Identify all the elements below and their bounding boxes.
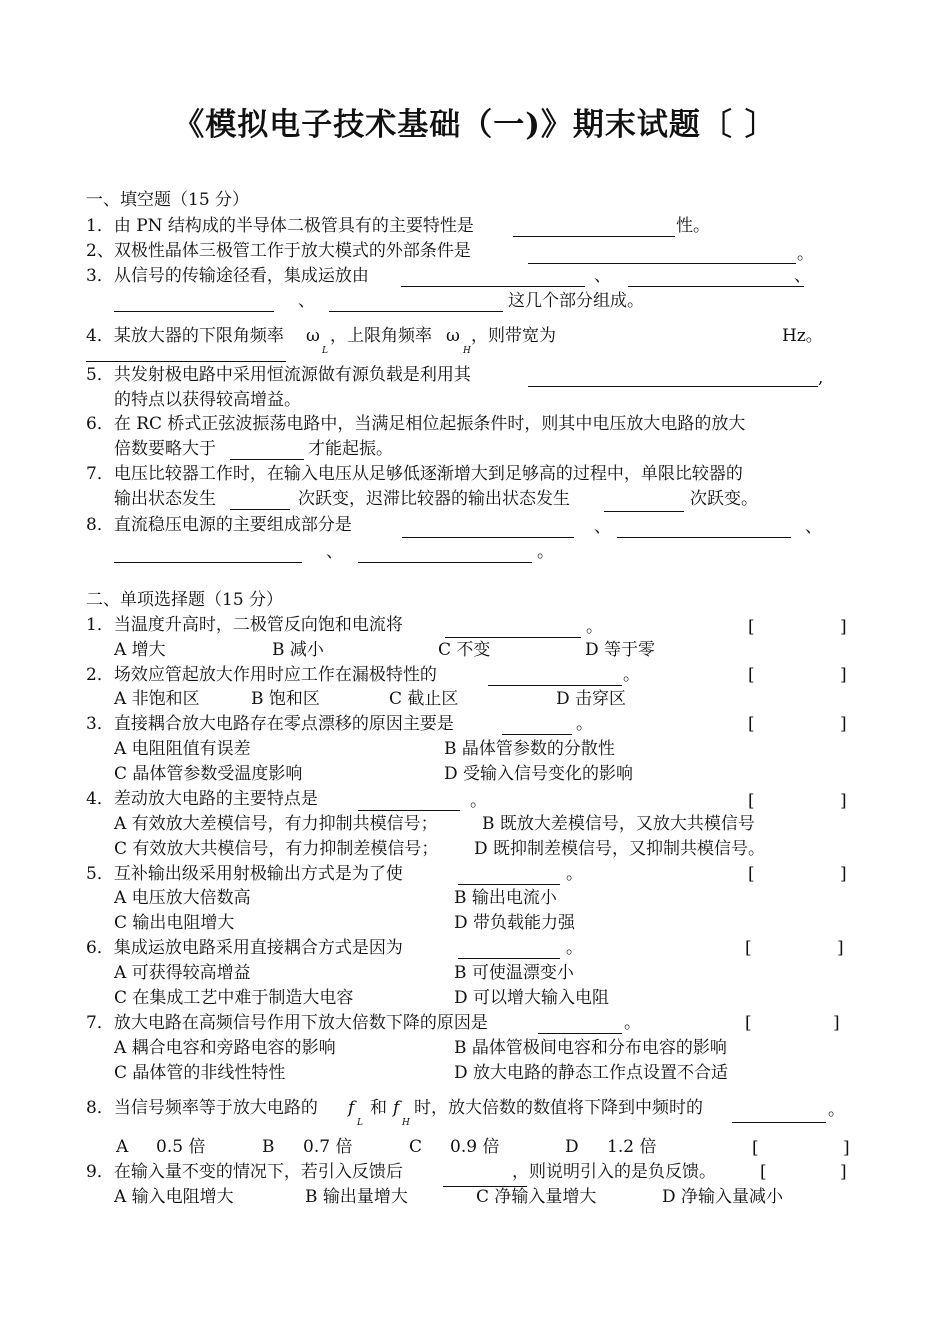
- q2-8-option-b-value[interactable]: 0.7 倍: [303, 1137, 353, 1157]
- q2-9-stem-b: ，则说明引入的是负反馈。: [512, 1162, 716, 1182]
- q1-8-end: 。: [537, 542, 554, 562]
- q2-8-option-a-value[interactable]: 0.5 倍: [156, 1137, 206, 1157]
- q2-4-option-d[interactable]: D 既抑制差模信号，又抑制共模信号。: [474, 839, 766, 859]
- q1-6-line-2: 倍数要略大于: [114, 439, 216, 459]
- q1-7-line-1: 7．电压比较器工作时，在输入电压从足够低逐渐增大到足够高的过程中，单限比较器的: [86, 464, 743, 484]
- q2-8-blank[interactable]: [732, 1122, 826, 1123]
- q2-6-blank[interactable]: [458, 958, 560, 959]
- q2-5-stem: 5．互补输出级采用射极输出方式是为了使: [86, 864, 403, 884]
- q2-7-option-d[interactable]: D 放大电路的静态工作点设置不合适: [454, 1063, 729, 1083]
- q2-4-option-b[interactable]: B 既放大差模信号，又放大共模信号: [482, 814, 755, 834]
- q2-8-f-h: f: [393, 1098, 400, 1118]
- q2-6-option-d[interactable]: D 可以增大输入电阻: [454, 988, 610, 1008]
- q1-8-blank-1[interactable]: [402, 537, 574, 538]
- q2-1-blank[interactable]: [445, 637, 581, 638]
- q2-7-bracket-left: [: [745, 1013, 752, 1033]
- q2-8-option-c-letter[interactable]: C: [409, 1137, 423, 1157]
- q1-3-sep-2: 、: [794, 266, 811, 286]
- q1-4-sub-h: H: [463, 346, 471, 356]
- q1-3-stem: 3．从信号的传输途径看，集成运放由: [86, 266, 369, 286]
- q1-1-blank[interactable]: [513, 236, 675, 237]
- q2-5-end: 。: [566, 864, 583, 884]
- q2-4-end: 。: [470, 791, 487, 811]
- q2-3-end: 。: [576, 714, 593, 734]
- q2-2-bracket-right: ]: [840, 665, 847, 685]
- q2-8-option-b-letter[interactable]: B: [262, 1137, 275, 1157]
- q2-2-blank[interactable]: [488, 685, 622, 686]
- q2-6-end: 。: [566, 938, 583, 958]
- q2-8-bracket-right: ]: [843, 1138, 850, 1158]
- q1-3-end: 这几个部分组成。: [508, 291, 644, 311]
- q1-4-post: ，则带宽为: [471, 326, 556, 346]
- q2-8-bracket-left: [: [752, 1138, 759, 1158]
- q1-8-blank-4[interactable]: [358, 562, 532, 563]
- q2-7-option-b[interactable]: B 晶体管极间电容和分布电容的影响: [454, 1038, 727, 1058]
- q2-8-sub-l: L: [357, 1118, 363, 1128]
- page-title: 《模拟电子技术基础（一)》期末试题〔 〕: [173, 107, 777, 143]
- q1-5-line-1: 5．共发射极电路中采用恒流源做有源负载是利用其: [86, 365, 471, 385]
- q2-8-sub-h: H: [402, 1118, 410, 1128]
- q1-1-end: 性。: [676, 216, 710, 236]
- q2-9-option-b[interactable]: B 输出量增大: [305, 1187, 408, 1207]
- q2-5-option-b[interactable]: B 输出电流小: [454, 888, 557, 908]
- q2-7-blank[interactable]: [538, 1033, 622, 1034]
- q1-3-blank-2[interactable]: [628, 286, 804, 287]
- q2-2-option-a[interactable]: A 非饱和区: [114, 689, 200, 709]
- q1-6-blank[interactable]: [230, 459, 304, 460]
- q2-2-option-b[interactable]: B 饱和区: [251, 689, 320, 709]
- q1-3-sep-1: 、: [594, 266, 611, 286]
- q2-7-option-a[interactable]: A 耦合电容和旁路电容的影响: [114, 1038, 336, 1058]
- q2-5-option-c[interactable]: C 输出电阻增大: [114, 913, 235, 933]
- q1-8-sep-2: 、: [805, 517, 822, 537]
- q2-8-stem-b: 时，放大倍数的数值将下降到中频时的: [414, 1098, 703, 1118]
- q2-7-stem: 7．放大电路在高频信号作用下放大倍数下降的原因是: [86, 1013, 488, 1033]
- q1-4-mid: ，上限角频率: [330, 326, 432, 346]
- q2-8-and: 和: [370, 1098, 387, 1118]
- q2-6-bracket-left: [: [745, 938, 752, 958]
- q2-5-option-a[interactable]: A 电压放大倍数高: [114, 888, 251, 908]
- q2-6-option-c[interactable]: C 在集成工艺中难于制造大电容: [114, 988, 354, 1008]
- q2-3-stem: 3．直接耦合放大电路存在零点漂移的原因主要是: [86, 714, 454, 734]
- q2-1-option-b[interactable]: B 减小: [272, 640, 324, 660]
- q1-8-blank-2[interactable]: [617, 537, 791, 538]
- q2-1-option-a[interactable]: A 增大: [114, 640, 166, 660]
- q1-4-blank[interactable]: [86, 361, 286, 362]
- q2-9-option-d[interactable]: D 净输入量减小: [662, 1187, 784, 1207]
- q2-3-bracket-left: [: [748, 714, 755, 734]
- q2-9-bracket-right: ]: [840, 1162, 847, 1182]
- q2-5-bracket-left: [: [748, 864, 755, 884]
- section-heading-fill-in: 一、填空题（15 分）: [86, 190, 250, 210]
- q2-3-option-d[interactable]: D 受输入信号变化的影响: [444, 764, 634, 784]
- q2-7-end: 。: [624, 1013, 641, 1033]
- q2-2-end: 。: [623, 665, 640, 685]
- q2-1-bracket-left: [: [748, 617, 755, 637]
- q2-1-bracket-right: ]: [840, 617, 847, 637]
- q2-8-end: 。: [828, 1100, 845, 1120]
- q1-8-sep-3: 、: [326, 542, 343, 562]
- q1-4-sub-l: L: [322, 346, 328, 356]
- q1-7-blank-2[interactable]: [604, 511, 684, 512]
- q2-3-option-a[interactable]: A 电阻阻值有误差: [114, 739, 251, 759]
- q1-2-blank[interactable]: [528, 263, 796, 264]
- q2-2-stem: 2．场效应管起放大作用时应工作在漏极特性的: [86, 665, 437, 685]
- q1-2-stem: 2、双极性晶体三极管工作于放大模式的外部条件是: [86, 241, 471, 261]
- q1-4-omega-l: ω: [306, 326, 320, 346]
- q1-3-blank-4[interactable]: [329, 311, 503, 312]
- q1-5-blank[interactable]: [528, 386, 818, 387]
- q2-7-option-c[interactable]: C 晶体管的非线性特性: [114, 1063, 286, 1083]
- q1-8-blank-3[interactable]: [114, 562, 302, 563]
- q2-5-bracket-right: ]: [840, 864, 847, 884]
- q2-7-bracket-right: ]: [833, 1013, 840, 1033]
- q2-2-option-d[interactable]: D 击穿区: [556, 689, 627, 709]
- q2-9-option-a[interactable]: A 输入电阻增大: [114, 1187, 234, 1207]
- q1-6-line-1: 6．在 RC 桥式正弦波振荡电路中，当满足相位起振条件时，则其中电压放大电路的放大: [86, 414, 746, 434]
- q2-5-option-d[interactable]: D 带负载能力强: [454, 913, 576, 933]
- q2-5-blank[interactable]: [458, 884, 560, 885]
- q2-4-blank[interactable]: [358, 810, 460, 811]
- q1-4-stem: 4．某放大器的下限角频率: [86, 326, 284, 346]
- q1-7-line-2-a: 输出状态发生: [114, 489, 216, 509]
- q2-8-option-a-letter[interactable]: A: [116, 1137, 129, 1157]
- q2-3-option-b[interactable]: B 晶体管参数的分散性: [444, 739, 615, 759]
- q2-1-option-c[interactable]: C 不变: [438, 640, 491, 660]
- q1-3-blank-3[interactable]: [114, 311, 274, 312]
- q2-8-option-d-value[interactable]: 1.2 倍: [607, 1137, 657, 1157]
- q2-1-stem: 1．当温度升高时，二极管反向饱和电流将: [86, 615, 403, 635]
- q1-5-line-2: 的特点以获得较高增益。: [114, 390, 301, 410]
- q2-1-option-d[interactable]: D 等于零: [585, 640, 656, 660]
- q2-8-option-d-letter[interactable]: D: [565, 1137, 579, 1157]
- q2-3-blank[interactable]: [502, 734, 572, 735]
- q2-4-bracket-right: ]: [840, 791, 847, 811]
- q1-8-stem: 8．直流稳压电源的主要组成部分是: [86, 515, 352, 535]
- q2-2-bracket-left: [: [748, 665, 755, 685]
- q2-4-option-c[interactable]: C 有效放大共模信号，有力抑制差模信号；: [114, 839, 439, 859]
- q2-3-option-c[interactable]: C 晶体管参数受温度影响: [114, 764, 303, 784]
- q2-4-stem: 4．差动放大电路的主要特点是: [86, 789, 318, 809]
- q1-5-comma: ,: [818, 368, 824, 388]
- q2-8-f-l: f: [348, 1098, 355, 1118]
- q2-8-option-c-value[interactable]: 0.9 倍: [450, 1137, 500, 1157]
- q2-4-bracket-left: [: [748, 791, 755, 811]
- section-heading-choice: 二、单项选择题（15 分）: [86, 590, 284, 610]
- q2-6-stem: 6．集成运放电路采用直接耦合方式是因为: [86, 938, 403, 958]
- q2-6-bracket-right: ]: [837, 938, 844, 958]
- q2-9-bracket-left: [: [760, 1162, 767, 1182]
- q2-2-option-c[interactable]: C 截止区: [389, 689, 459, 709]
- q1-3-sep-3: 、: [298, 291, 315, 311]
- q2-6-option-a[interactable]: A 可获得较高增益: [114, 963, 251, 983]
- q2-8-stem-a: 8．当信号频率等于放大电路的: [86, 1098, 318, 1118]
- q2-6-option-b[interactable]: B 可使温漂变小: [454, 963, 574, 983]
- q1-4-unit: Hz。: [782, 326, 823, 346]
- q2-9-stem-a: 9．在输入量不变的情况下，若引入反馈后: [86, 1162, 403, 1182]
- q1-7-line-2-c: 次跃变。: [690, 489, 758, 509]
- q1-2-end: 。: [797, 244, 814, 264]
- q2-4-option-a[interactable]: A 有效放大差模信号，有力抑制共模信号；: [114, 814, 438, 834]
- q2-9-option-c[interactable]: C 净输入量增大: [476, 1187, 597, 1207]
- q1-8-sep-1: 、: [594, 517, 611, 537]
- q2-3-bracket-right: ]: [840, 714, 847, 734]
- q1-6-end: 才能起振。: [308, 439, 393, 459]
- q1-7-blank-1[interactable]: [230, 509, 290, 510]
- q2-1-end: 。: [586, 617, 603, 637]
- q1-7-line-2-b: 次跃变，迟滞比较器的输出状态发生: [298, 489, 570, 509]
- q1-4-omega-h: ω: [446, 326, 460, 346]
- q1-3-blank-1[interactable]: [401, 286, 585, 287]
- q1-1-stem: 1．由 PN 结构成的半导体二极管具有的主要特性是: [86, 216, 474, 236]
